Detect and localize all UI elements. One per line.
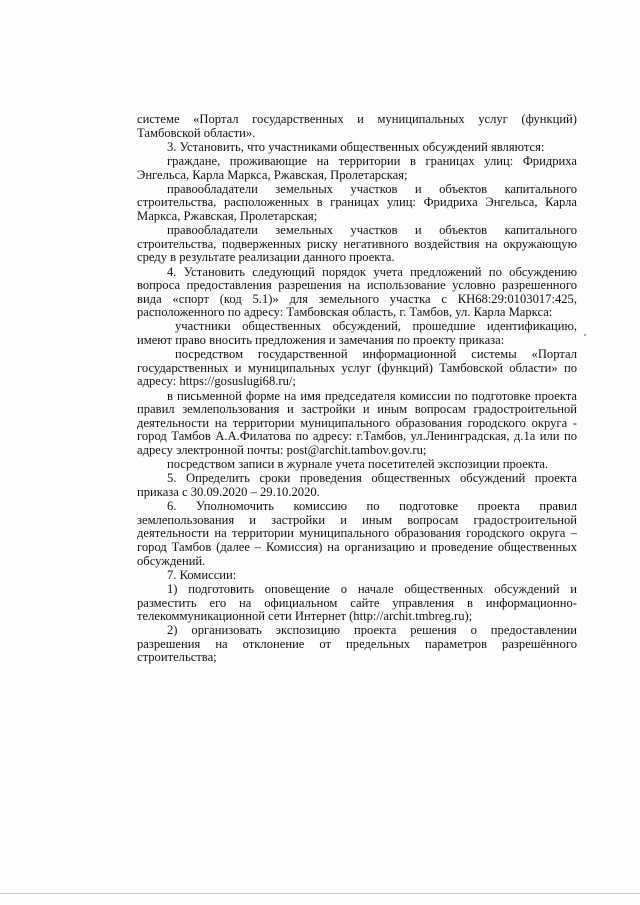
paragraph-visitor-log: посредством записи в журнале учета посетителей экспозиции проекта. xyxy=(167,457,549,472)
paragraph-subitem-1: 1) подготовить оповещение о начале общественных обсуждений и разместить его на официальном сайте управления в информационно-телекоммуникационной сети Интернет (http://archit.tmbreg.ru); xyxy=(137,581,577,624)
paragraph-participants: участники общественных обсуждений, прошедшие идентификацию, имеют право вносить предложения и замечания по проекту приказа: xyxy=(137,319,577,348)
page-bottom-edge xyxy=(0,893,640,894)
paragraph-rightholders-within: правообладатели земельных участков и объектов капитального строительства, расположенных в границах улиц: Фридриха Энгельса, Карла Маркса, Ржавская, Пролетарская; xyxy=(137,181,577,223)
paragraph-item-7: 7. Комиссии: xyxy=(167,567,237,582)
paragraph-item-5: 5. Определить сроки проведения общественных обсуждений проекта приказа с 30.09.2020 – 29.10.2020. xyxy=(137,471,577,499)
paragraph-subitem-2: 2) организовать экспозицию проекта решения о предоставлении разрешения на отклонение от предельных параметров разрешённого строительства; xyxy=(137,623,577,665)
scan-speck xyxy=(584,334,586,336)
paragraph-in-writing: в письменной форме на имя председателя комиссии по подготовке проекта правил землепользования и застройки и иным вопросам градостроительной деятельности на территории муниципального образования городского округа - город Тамбов А.А.Филатова по адресу: г.Тамбов, ул.Ленинградская, д.1а или по адресу электронной почты: post@archit.tambov.gov.ru; xyxy=(137,388,577,457)
document-body xyxy=(137,113,577,666)
paragraph-item-4: 4. Установить следующий порядок учета предложений по обсуждению вопроса предоставления разрешения на использование условно разрешенного вида «спорт (код 5.1)» для земельного участка с КН68:29:0103017:425, расположенного по адресу: Тамбовская область, г. Тамбов, ул. Карла Маркса: xyxy=(137,264,577,320)
paragraph-citizens: граждане, проживающие на территории в границах улиц: Фридриха Энгельса, Карла Маркса, Ржавская, Пролетарская; xyxy=(137,153,577,182)
paragraph-item-3: 3. Установить, что участниками общественных обсуждений являются: xyxy=(167,139,545,154)
paragraph-portal-continuation: системе «Портал государственных и муниципальных услуг (функций) Тамбовской области». xyxy=(137,112,577,140)
paragraph-rightholders-risk: правообладатели земельных участков и объектов капитального строительства, подверженных риску негативного воздействия на окружающую среду в результате реализации данного проекта. xyxy=(137,223,577,265)
paragraph-item-6: 6. Уполномочить комиссию по подготовке проекта правил землепользования и застройки и иным вопросам градостроительной деятельности на территории муниципального образования городского округа – город Тамбов (далее – Комиссия) на организацию и проведение общественных обсуждений. xyxy=(137,499,577,568)
paragraph-via-portal: посредством государственной информационной системы «Портал государственных и муниципальных услуг (функций) Тамбовской области» по адресу: https://gosuslugi68.ru/; xyxy=(137,347,577,389)
